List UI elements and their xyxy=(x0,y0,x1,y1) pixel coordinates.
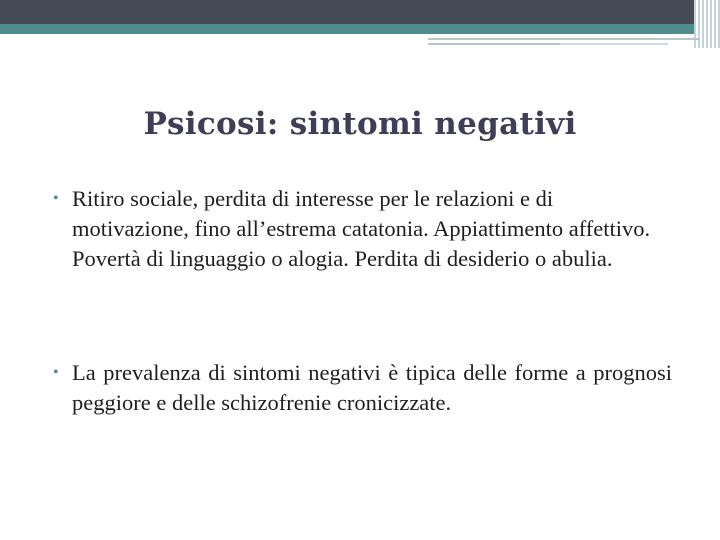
header-rule-short xyxy=(428,43,576,45)
header-teal-bar xyxy=(0,24,720,34)
bullet-text-2: La prevalenza di sintomi negativi è tipica delle forme a prognosi peggiore e delle schizofrenie cronicizzate. xyxy=(72,360,672,415)
header-rule-faint xyxy=(560,43,668,45)
slide-title: Psicosi: sintomi negativi xyxy=(143,106,577,142)
bullet-text-1: Ritiro sociale, perdita di interesse per le relazioni e di motivazione, fino all’estrema catatonia. Appiattimento affettivo. Povertà di linguaggio o alogia. Perdita di desiderio o abulia. xyxy=(72,186,651,271)
bullet-marker: • xyxy=(53,364,59,381)
bullet-marker: • xyxy=(53,190,59,207)
header-stripe-decoration xyxy=(694,0,720,48)
bullet-item-1 xyxy=(53,184,672,274)
header-rule-long xyxy=(428,38,700,40)
bullet-item-2 xyxy=(53,358,672,418)
header-dark-bar xyxy=(0,0,720,24)
